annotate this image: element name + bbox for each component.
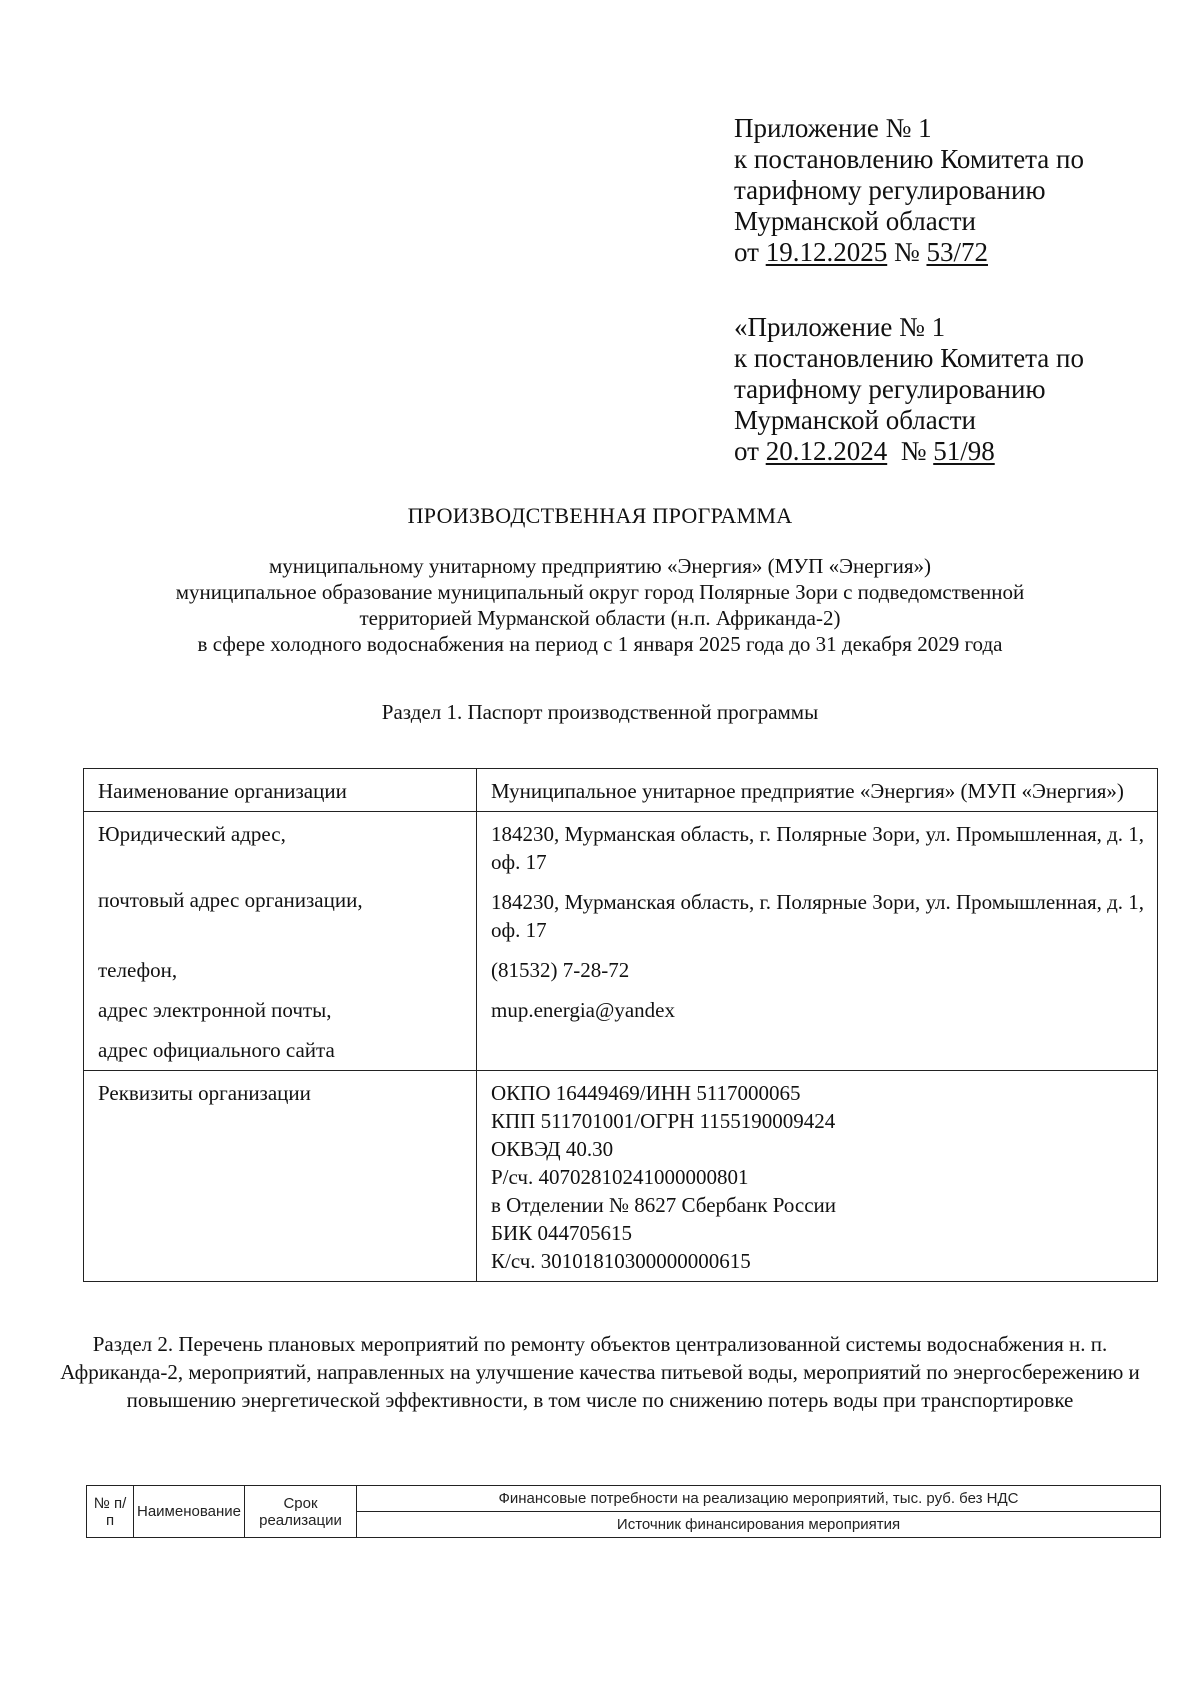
requisite-okved: ОКВЭД 40.30 xyxy=(491,1137,614,1161)
subtitle-line1: муниципальному унитарному предприятию «Энергия» (МУП «Энергия») xyxy=(268,554,932,578)
col-term-header: Срок реализации xyxy=(244,1486,356,1538)
email-value: mup.energia@yandex xyxy=(491,998,675,1022)
table-header-row xyxy=(87,1486,1161,1512)
website-label: адрес официального сайта xyxy=(98,1038,335,1062)
requisites-label: Реквизиты организации xyxy=(84,1071,477,1282)
requisite-okpo-inn: ОКПО 16449469/ИНН 5117000065 xyxy=(491,1081,801,1105)
appendix-current-number: 53/72 xyxy=(926,237,988,267)
requisite-kpp-ogrn: КПП 511701001/ОГРН 1155190009424 xyxy=(491,1109,836,1133)
number-prefix: № xyxy=(887,436,934,466)
appendix-previous-date-line xyxy=(734,436,1084,467)
appendix-previous-line3: тарифному регулированию xyxy=(734,374,1046,404)
appendix-current-line2: к постановлению Комитета по xyxy=(734,144,1084,174)
section1-title: Раздел 1. Паспорт производственной программы xyxy=(381,700,819,724)
subtitle-line4: в сфере холодного водоснабжения на период с 1 января 2025 года до 31 декабря 2029 года xyxy=(197,632,1003,656)
appendix-current-date-line xyxy=(734,237,1084,268)
phone-value: (81532) 7-28-72 xyxy=(491,958,630,982)
document-subtitle xyxy=(0,553,1200,657)
table-row xyxy=(84,769,1158,812)
appendix-previous-date: 20.12.2024 xyxy=(765,436,888,466)
col-source-header: Источник финансирования мероприятия xyxy=(356,1512,1160,1538)
requisite-bik: БИК 044705615 xyxy=(491,1221,632,1245)
legal-address-label: Юридический адрес, xyxy=(98,822,286,846)
col-finance-header: Финансовые потребности на реализацию мероприятий, тыс. руб. без НДС xyxy=(356,1486,1160,1512)
appendix-current-line1: Приложение № 1 xyxy=(734,113,932,143)
email-label: адрес электронной почты, xyxy=(98,998,332,1022)
date-prefix: от xyxy=(734,237,766,267)
date-prefix: от xyxy=(734,436,766,466)
plan-table xyxy=(86,1485,1161,1538)
legal-address-value: 184230, Мурманская область, г. Полярные Зори, ул. Промышленная, д. 1, оф. 17 xyxy=(491,822,1145,874)
number-prefix: № xyxy=(887,237,927,267)
appendix-current-line3: тарифному регулированию xyxy=(734,175,1046,205)
table-row xyxy=(84,1071,1158,1282)
appendix-current-line4: Мурманской области xyxy=(734,206,976,236)
contacts-labels xyxy=(84,812,477,1071)
col-name-header: Наименование xyxy=(134,1486,245,1538)
appendix-previous-line2: к постановлению Комитета по xyxy=(734,343,1084,373)
postal-address-label: почтовый адрес организации, xyxy=(98,888,363,912)
postal-address-value: 184230, Мурманская область, г. Полярные Зори, ул. Промышленная, д. 1, оф. 17 xyxy=(491,890,1145,942)
requisite-corr-account: К/сч. 30101810300000000615 xyxy=(491,1249,751,1273)
appendix-previous-number: 51/98 xyxy=(933,436,995,466)
appendix-current-date: 19.12.2025 xyxy=(765,237,888,267)
subtitle-line2: муниципальное образование муниципальный округ город Полярные Зори с подведомственной xyxy=(175,580,1025,604)
passport-table xyxy=(83,768,1158,1282)
appendix-previous-line4: Мурманской области xyxy=(734,405,976,435)
requisite-account: Р/сч. 40702810241000000801 xyxy=(491,1165,749,1189)
phone-label: телефон, xyxy=(98,958,178,982)
org-name-value: Муниципальное унитарное предприятие «Энергия» (МУП «Энергия») xyxy=(477,769,1158,812)
document-title: ПРОИЗВОДСТВЕННАЯ ПРОГРАММА xyxy=(407,503,793,528)
requisites-values xyxy=(477,1071,1158,1282)
col-num-header: № п/п xyxy=(87,1486,134,1538)
appendix-header-current xyxy=(734,113,1084,268)
org-name-label: Наименование организации xyxy=(84,769,477,812)
appendix-header-previous xyxy=(734,312,1084,467)
section2-title: Раздел 2. Перечень плановых мероприятий по ремонту объектов централизованной системы водоснабжения н. п. Африканда-2, мероприятий, направленных на улучшение качества питьевой воды, мероприятий по энергосбережению и повышению энергетической эффективности, в том числе по снижению потерь воды при транспортировке xyxy=(60,1332,1140,1412)
appendix-previous-line1: «Приложение № 1 xyxy=(734,312,946,342)
contacts-values xyxy=(477,812,1158,1071)
subtitle-line3: территорией Мурманской области (н.п. Африканда-2) xyxy=(359,606,841,630)
table-row xyxy=(84,812,1158,1071)
requisite-bank: в Отделении № 8627 Сбербанк России xyxy=(491,1193,837,1217)
